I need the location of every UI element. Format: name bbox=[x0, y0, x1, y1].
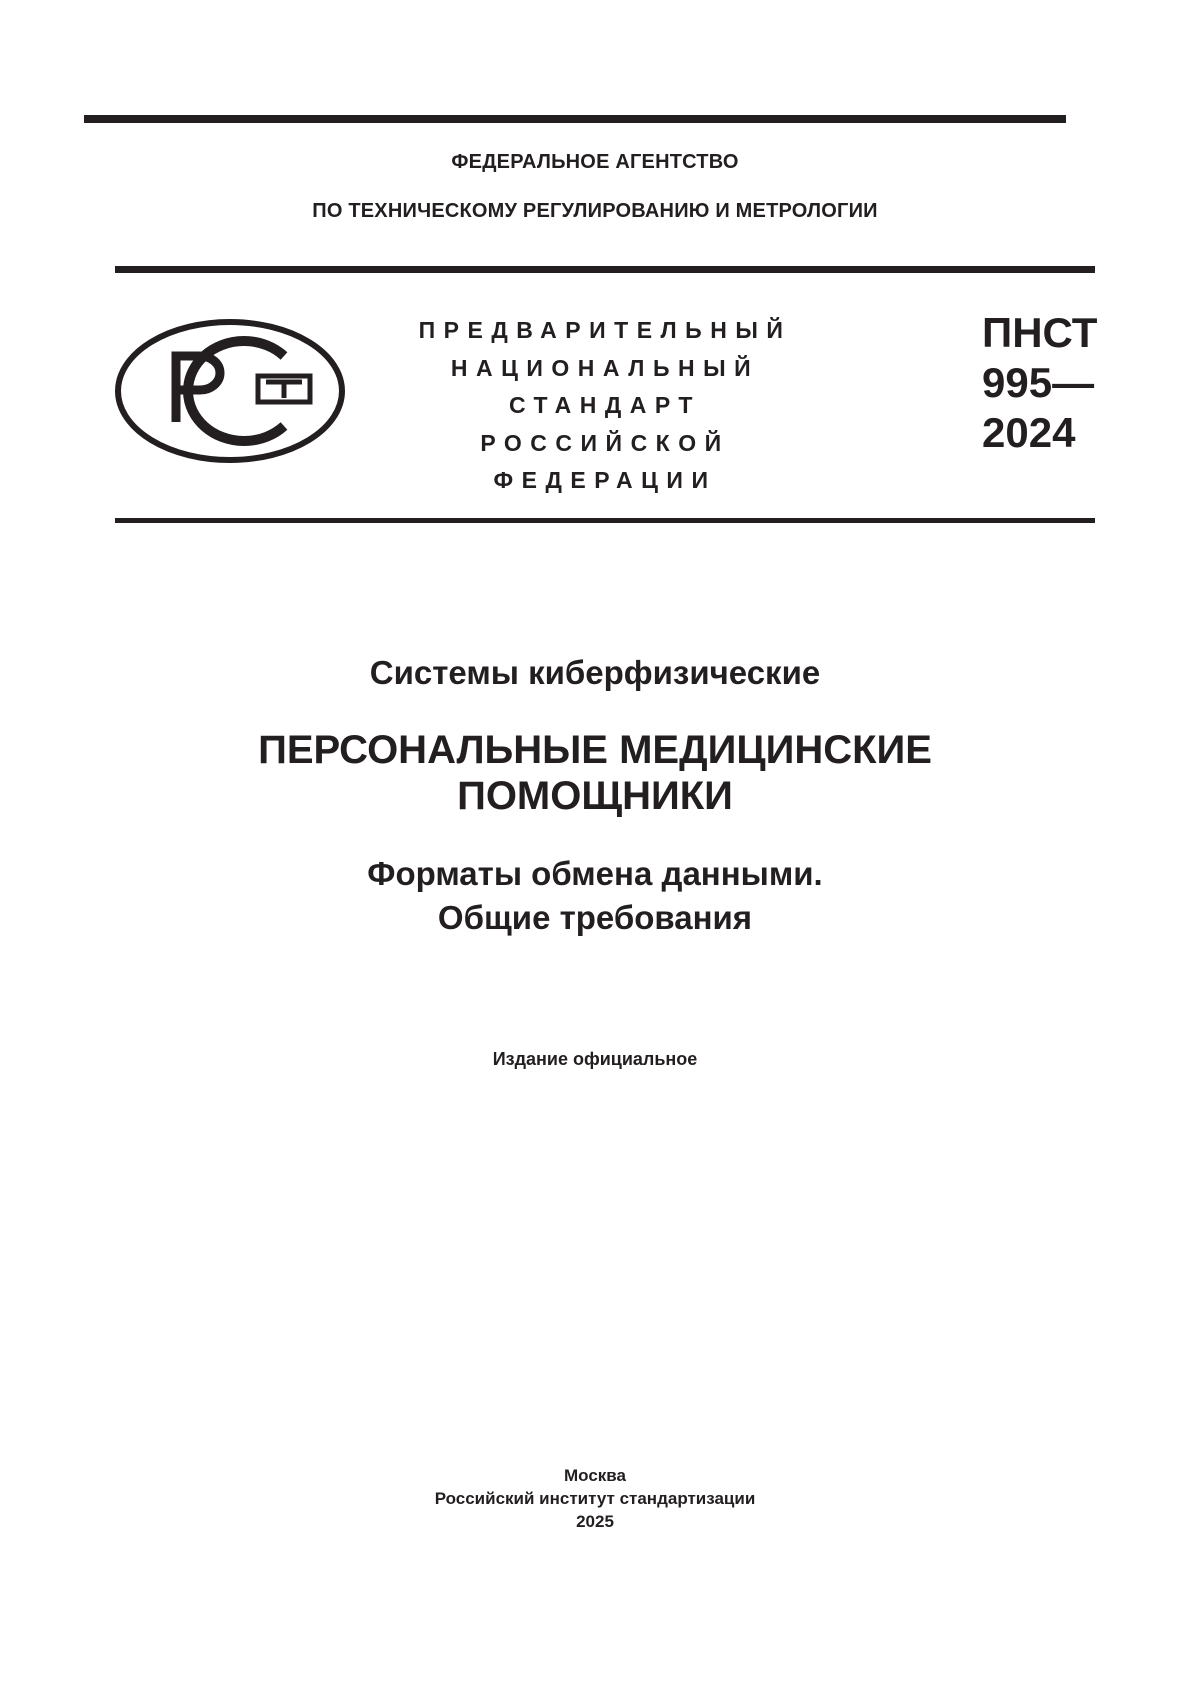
subtitle-line: Форматы обмена данными. bbox=[367, 855, 823, 892]
standard-type-line: ПРЕДВАРИТЕЛЬНЫЙ bbox=[418, 317, 792, 343]
document-title-group: Системы киберфизические bbox=[369, 654, 821, 691]
standard-type bbox=[355, 312, 855, 500]
agency-name-line2: ПО ТЕХНИЧЕСКОМУ РЕГУЛИРОВАНИЮ И МЕТРОЛОГИИ bbox=[312, 200, 878, 222]
title-main-line: ПОМОЩНИКИ bbox=[457, 774, 733, 818]
standard-number-line: ПНСТ bbox=[982, 309, 1098, 356]
title-main-line: ПЕРСОНАЛЬНЫЕ МЕДИЦИНСКИЕ bbox=[258, 728, 932, 772]
imprint-year: 2025 bbox=[576, 1512, 614, 1531]
standard-type-line: ФЕДЕРАЦИИ bbox=[493, 467, 717, 493]
imprint-city: Москва bbox=[564, 1466, 626, 1485]
document-title-main bbox=[0, 727, 1195, 819]
subtitle-line: Общие требования bbox=[437, 899, 753, 936]
rst-logo bbox=[114, 318, 346, 464]
standard-type-line: НАЦИОНАЛЬНЫЙ bbox=[450, 354, 760, 381]
top-rule bbox=[84, 115, 1066, 123]
header-bottom-rule bbox=[115, 518, 1095, 523]
document-subtitle bbox=[0, 852, 1195, 940]
header-rule bbox=[115, 266, 1095, 273]
standard-number-line: 995— bbox=[982, 359, 1095, 406]
standard-type-line: СТАНДАРТ bbox=[509, 392, 701, 418]
standard-number-line: 2024 bbox=[982, 409, 1076, 456]
imprint bbox=[0, 1464, 1195, 1533]
imprint-publisher: Российский институт стандартизации bbox=[434, 1489, 756, 1508]
standard-number bbox=[982, 308, 1097, 458]
agency-name-line1: ФЕДЕРАЛЬНОЕ АГЕНТСТВО bbox=[451, 151, 739, 173]
standard-type-line: РОССИЙСКОЙ bbox=[480, 429, 730, 456]
edition-label: Издание официальное bbox=[492, 1049, 698, 1069]
